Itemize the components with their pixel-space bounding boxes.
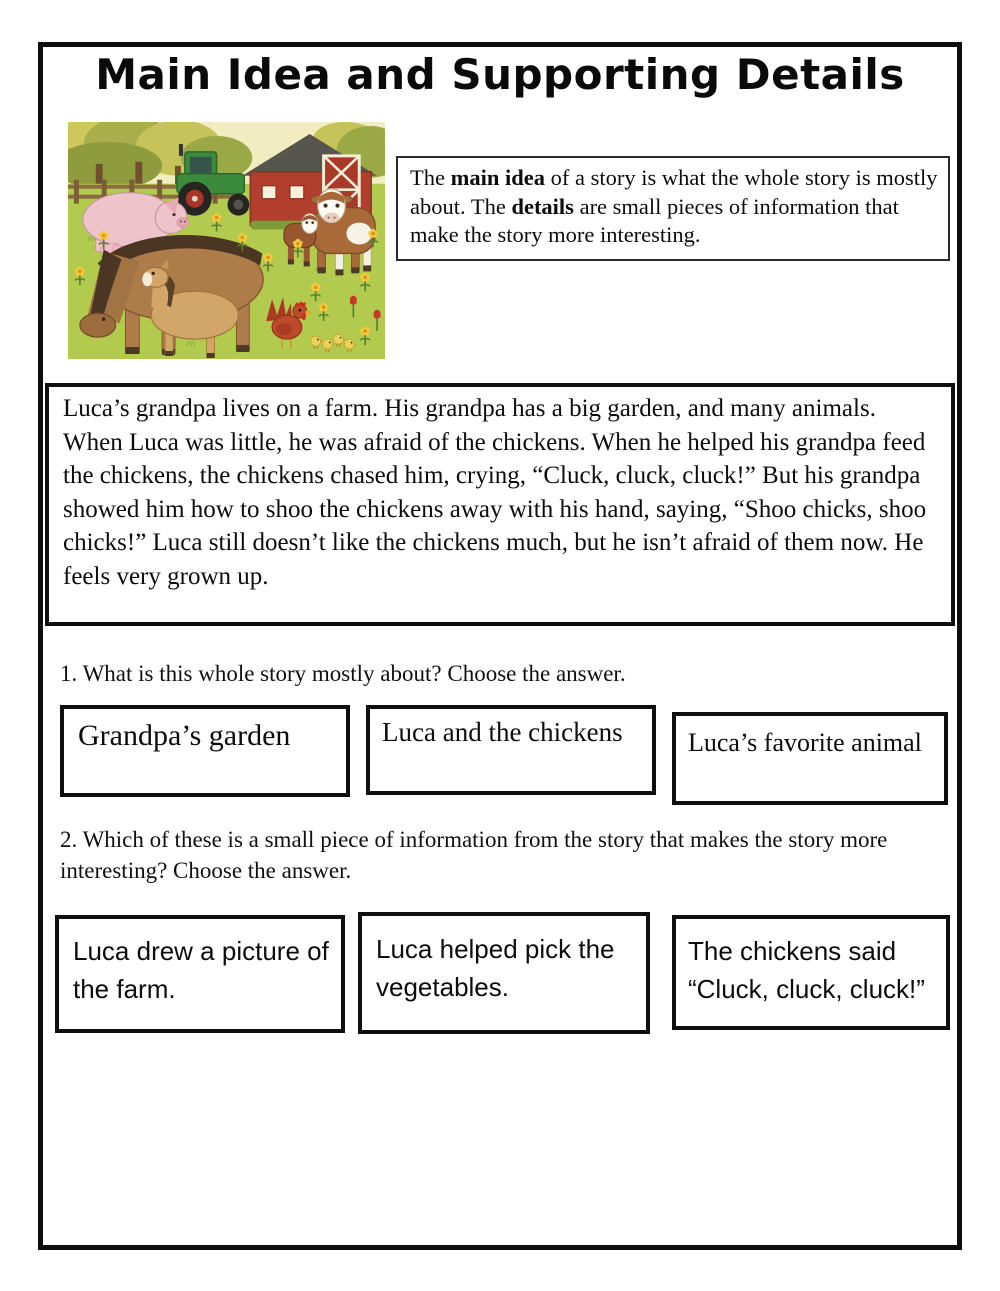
question2-prompt: 2. Which of these is a small piece of information from the story that makes the story more interesting? Choose the answer. — [60, 827, 888, 883]
definition-box — [396, 156, 950, 261]
q1-option-luca-and-chickens[interactable] — [366, 705, 656, 795]
q1-option-lucas-favorite-animal[interactable] — [672, 712, 948, 805]
story-box — [45, 383, 955, 626]
question1-prompt: 1. What is this whole story mostly about? Choose the answer. — [60, 661, 626, 686]
definition-text-1: The — [410, 165, 451, 190]
q2-option-drew-picture[interactable] — [55, 915, 345, 1033]
q2-option-chickens-said-cluck[interactable] — [672, 915, 950, 1030]
story-text: Luca’s grandpa lives on a farm. His grandpa has a big garden, and many animals. When Luca was little, he was afraid of the chickens. When he helped his grandpa feed the chickens, the chickens chased him, crying, “Cluck, cluck, cluck!” But his grandpa showed him how to shoo the chickens away with his hand, saying, “Shoo chicks, shoo chicks!” Luca still doesn’t like the chickens much, but he isn’t afraid of them now. He feels very grown up. — [63, 395, 927, 590]
definition-term-details: details — [511, 193, 574, 219]
page-title: Main Idea and Supporting Details — [95, 50, 905, 99]
farm-illustration — [68, 122, 385, 359]
q2-option-3-label: The chickens said “Cluck, cluck, cluck!” — [688, 936, 925, 1004]
definition-term-main-idea: main idea — [450, 165, 545, 190]
q2-option-1-label: Luca drew a picture of the farm. — [73, 936, 329, 1004]
q1-option-1-label: Grandpa’s garden — [78, 719, 291, 752]
definition-text-3: are small pieces of information that make the story more interesting. — [410, 193, 899, 247]
q1-option-grandpas-garden[interactable] — [60, 705, 350, 797]
q1-option-2-label: Luca and the chickens — [382, 717, 623, 747]
farm-scene-svg — [68, 122, 385, 359]
q2-option-picked-vegetables[interactable] — [358, 912, 650, 1034]
definition-text-2: of a story is what the whole story is mostly about. The — [410, 165, 938, 219]
q2-option-2-label: Luca helped pick the vegetables. — [376, 934, 615, 1002]
q1-option-3-label: Luca’s favorite animal — [688, 728, 922, 757]
